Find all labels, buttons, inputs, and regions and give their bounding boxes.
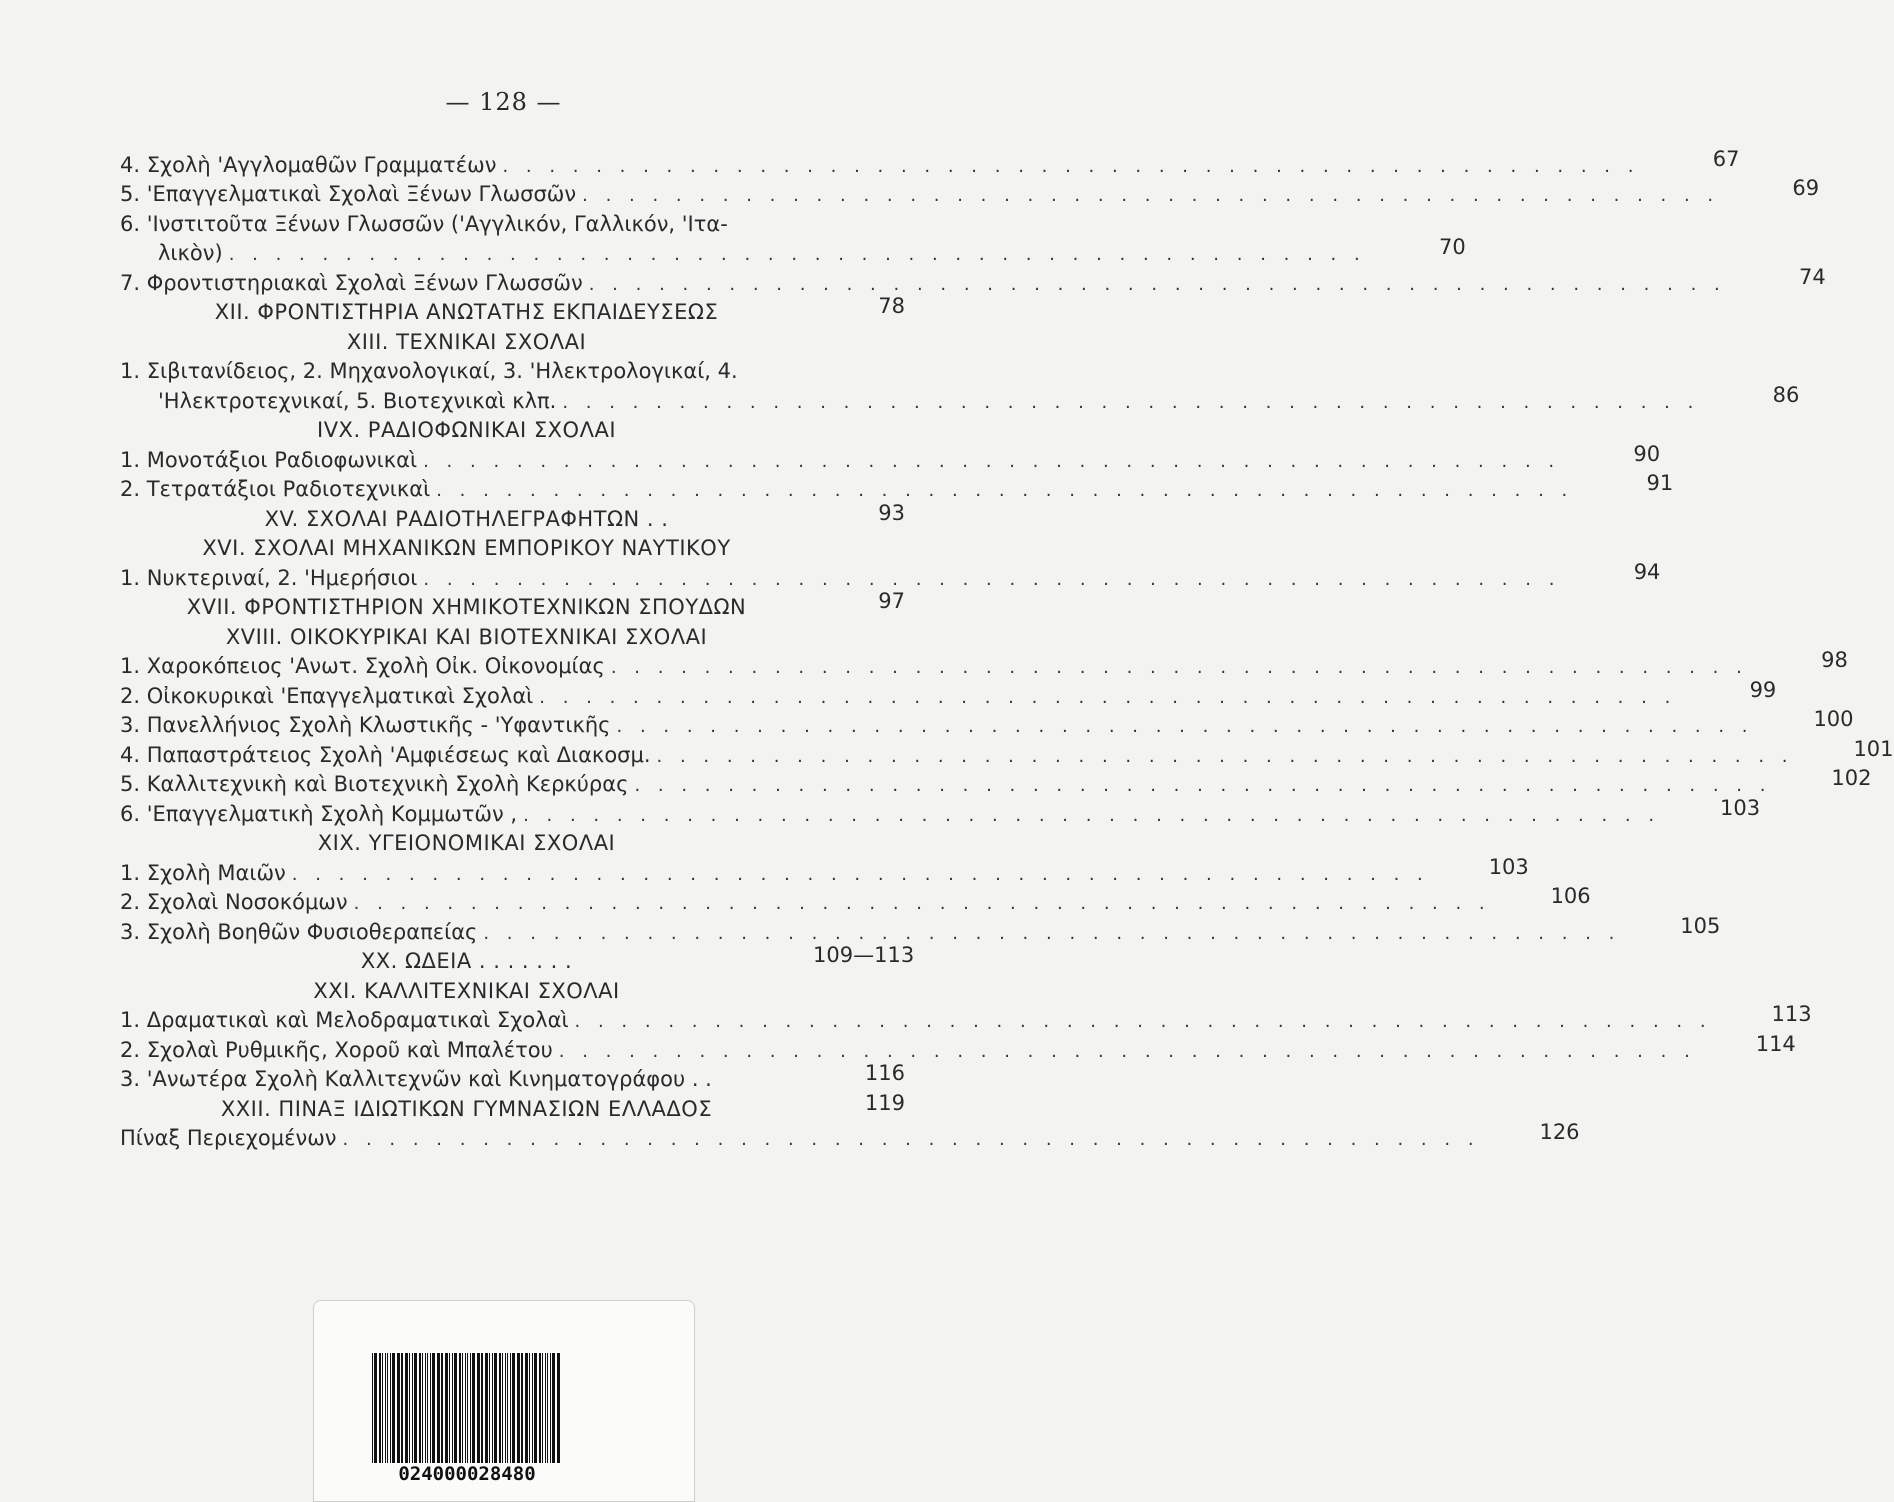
toc-entry-page: 103 <box>1720 795 1761 820</box>
toc-entry-page <box>813 435 905 445</box>
barcode-bar <box>550 1353 551 1463</box>
toc-entry-page: 102 <box>1831 766 1872 790</box>
toc-section-heading <box>120 416 905 446</box>
barcode-bar <box>409 1353 410 1463</box>
barcode-bar <box>510 1353 511 1463</box>
leader-dots <box>605 659 1756 681</box>
barcode-bar <box>502 1353 503 1463</box>
toc-entry-page <box>813 347 905 357</box>
barcode-bar <box>414 1353 417 1463</box>
leader-dots <box>533 689 1684 711</box>
library-barcode-sticker <box>313 1300 695 1502</box>
barcode-bar <box>525 1353 528 1463</box>
toc-section-heading <box>120 622 905 652</box>
toc-entry-title: 7. Φροντιστηριακαὶ Σχολαὶ Ξένων Γλωσσῶν <box>120 270 583 295</box>
toc-entry-title: Πίναξ Περιεχομένων <box>120 1126 337 1150</box>
barcode-bar <box>532 1353 533 1463</box>
toc-entry <box>120 884 1591 918</box>
toc-entry-title: XIII. ΤΕΧΝΙΚΑΙ ΣΧΟΛΑΙ <box>346 329 587 354</box>
toc-entry-title: 2. Τετρατάξιοι Ραδιοτεχνικαὶ <box>120 477 431 501</box>
toc-entry-page: 116 <box>864 1061 905 1085</box>
barcode-bar <box>534 1353 537 1463</box>
barcode-bar <box>387 1353 388 1463</box>
toc-entry-title: 1. Σιβιτανίδειος, 2. Μηχανολογικαί, 3. 'Ηλεκτρολογικαί, 4. <box>120 359 738 383</box>
toc-entry-page: 70 <box>1438 235 1466 259</box>
leader-dots <box>417 453 1568 475</box>
toc-entry <box>120 648 1848 682</box>
barcode-bar <box>437 1353 440 1463</box>
barcode-bar <box>452 1353 453 1463</box>
barcode-bar <box>494 1353 497 1463</box>
barcode-bar <box>465 1353 466 1463</box>
barcode-bar <box>545 1353 546 1463</box>
leader-dots <box>651 748 1802 770</box>
toc-entry-title: 2. Σχολαὶ Ρυθμικῆς, Χοροῦ καὶ Μπαλέτου <box>120 1037 553 1062</box>
leader-dots <box>286 866 1437 888</box>
barcode-bar <box>374 1353 377 1463</box>
toc-entry-title: XX. ΩΔΕΙΑ . . . . . . . <box>360 949 573 973</box>
toc-entry-page: 90 <box>1633 441 1661 466</box>
toc-entry-page <box>813 642 905 652</box>
toc-entry-page <box>813 996 905 1006</box>
toc-entry-page: 109—113 <box>813 943 915 967</box>
toc-entry <box>120 795 1761 829</box>
leader-dots <box>583 276 1734 298</box>
barcode-bar <box>499 1353 501 1463</box>
toc-section-heading <box>120 943 915 977</box>
barcode-bar <box>521 1353 523 1463</box>
toc-entry <box>120 1031 1796 1065</box>
barcode-bar <box>454 1353 457 1463</box>
barcode-bar <box>401 1353 403 1463</box>
toc-entry-page: 106 <box>1550 884 1591 908</box>
toc-entry <box>120 736 1894 770</box>
toc-entry-page: 67 <box>1712 146 1740 171</box>
toc-entry <box>120 766 1872 800</box>
leader-dots <box>348 895 1499 917</box>
toc-entry-page: 101 <box>1853 736 1894 761</box>
toc-entry-title: XIX. ΥΓΕΙΟΝΟΜΙΚΑΙ ΣΧΟΛΑΙ <box>317 831 616 855</box>
toc-section-heading <box>120 829 905 859</box>
toc-entry-page: 100 <box>1813 707 1854 731</box>
barcode-bar <box>462 1353 463 1463</box>
toc-entry-title: 2. Σχολαὶ Νοσοκόμων <box>120 890 348 914</box>
toc-entry-title: XII. ΦΡΟΝΤΙΣΤΗΡΙΑ ΑΝΩΤΑΤΗΣ ΕΚΠΑΙΔΕΥΣΕΩΣ <box>214 300 719 324</box>
toc-entry-page: 119 <box>864 1090 905 1115</box>
barcode-bar <box>557 1353 560 1463</box>
leader-dots <box>556 394 1707 416</box>
barcode-bar <box>412 1353 413 1463</box>
leader-dots <box>553 1043 1704 1065</box>
leader-dots <box>337 1131 1488 1153</box>
toc-section-heading <box>120 1090 905 1124</box>
toc-entry-page: 93 <box>878 500 906 525</box>
barcode-bar <box>492 1353 493 1463</box>
toc-entry-page: 103 <box>1488 854 1529 879</box>
toc-entry-page: 105 <box>1680 913 1721 938</box>
toc-section-heading <box>120 589 906 623</box>
toc-entry <box>120 146 1740 180</box>
barcode-bar <box>552 1353 555 1463</box>
barcode-bar <box>405 1353 408 1463</box>
toc-entry <box>120 1120 1580 1154</box>
leader-dots <box>417 571 1568 593</box>
barcode-bar <box>427 1353 428 1463</box>
toc-entry-title: 1. Χαροκόπειος 'Ανωτ. Σχολὴ Οἰκ. Οἰκονομίας <box>120 654 605 678</box>
leader-dots <box>517 807 1668 829</box>
leader-dots <box>569 1013 1720 1035</box>
toc-entry-page <box>813 376 905 386</box>
barcode-bar <box>422 1353 423 1463</box>
page-number: — 128 — <box>445 88 562 116</box>
leader-dots <box>576 187 1727 209</box>
barcode-bar <box>379 1353 381 1463</box>
toc-entry <box>120 1061 905 1095</box>
toc-entry-title: 3. Σχολὴ Βοηθῶν Φυσιοθεραπείας <box>120 919 478 944</box>
toc-entry-title: 1. Σχολὴ Μαιῶν <box>120 860 286 885</box>
toc-entry-page: 114 <box>1755 1031 1796 1056</box>
toc-entry <box>120 235 1466 269</box>
barcode-bar <box>397 1353 400 1463</box>
toc-entry-title: XV. ΣΧΟΛΑΙ ΡΑΔΙΟΤΗΛΕΓΡΑΦΗΤΩΝ . . <box>264 506 669 531</box>
barcode-bar <box>385 1353 386 1463</box>
toc-entry-title: 5. 'Επαγγελματικαὶ Σχολαὶ Ξένων Γλωσσῶν <box>120 182 577 206</box>
leader-dots <box>477 925 1628 947</box>
toc-entry-title: λικὸν) <box>158 241 223 265</box>
toc-entry-page <box>813 553 905 563</box>
toc-entry <box>120 357 905 387</box>
barcode-graphic <box>372 1353 562 1463</box>
toc-entry-page: 99 <box>1749 677 1777 702</box>
toc-entry-title: 'Ηλεκτροτεχνικαί, 5. Βιοτεχνικαὶ κλπ. <box>158 388 557 413</box>
toc-section-heading <box>120 500 906 534</box>
barcode-bar <box>542 1353 543 1463</box>
toc-entry-page: 98 <box>1821 648 1848 672</box>
toc-entry <box>120 176 1820 210</box>
toc-entry-title: XVI. ΣΧΟΛΑΙ ΜΗΧΑΝΙΚΩΝ ΕΜΠΟΡΙΚΟΥ ΝΑΥΤΙΚΟΥ <box>202 536 731 560</box>
toc-entry-page <box>813 229 905 239</box>
barcode-bar <box>390 1353 391 1463</box>
toc-entry-title: 4. Σχολὴ 'Αγγλομαθῶν Γραμματέων <box>120 152 497 177</box>
toc-entry <box>120 854 1529 888</box>
toc-entry-title: 2. Οἰκοκυρικαὶ 'Επαγγελματικαὶ Σχολαὶ <box>120 683 534 708</box>
barcode-bar <box>382 1353 383 1463</box>
leader-dots <box>430 482 1581 504</box>
toc-entry-page: 86 <box>1772 382 1800 407</box>
toc-entry-page: 74 <box>1799 264 1826 289</box>
toc-entry-page: 78 <box>878 294 906 318</box>
barcode-bar <box>372 1353 373 1463</box>
barcode-bar <box>505 1353 506 1463</box>
table-of-contents <box>120 146 1894 1153</box>
barcode-bar <box>441 1353 443 1463</box>
barcode-bar <box>547 1353 548 1463</box>
barcode-bar <box>507 1353 508 1463</box>
toc-entry <box>120 677 1777 711</box>
toc-entry-title: 5. Καλλιτεχνικὴ καὶ Βιοτεχνικὴ Σχολὴ Κερκύρας <box>120 772 629 796</box>
barcode-bar <box>529 1353 530 1463</box>
toc-entry-title: IVX. ΡΑΔΙΟΦΩΝΙΚΑΙ ΣΧΟΛΑΙ <box>317 418 617 442</box>
toc-entry-title: 1. Νυκτεριναί, 2. 'Ημερήσιοι <box>120 565 418 590</box>
toc-section-heading <box>120 294 906 328</box>
toc-entry-title: XXI. ΚΑΛΛΙΤΕΧΝΙΚΑΙ ΣΧΟΛΑΙ <box>313 978 620 1003</box>
toc-entry <box>120 264 1826 298</box>
barcode-bar <box>470 1353 471 1463</box>
barcode-bar <box>459 1353 461 1463</box>
toc-entry-page: 69 <box>1792 176 1820 200</box>
toc-entry-page: 97 <box>878 589 906 613</box>
barcode-bar <box>392 1353 395 1463</box>
barcode-bar <box>512 1353 515 1463</box>
toc-entry <box>120 441 1661 475</box>
toc-section-heading <box>120 327 905 357</box>
toc-entry <box>120 209 905 239</box>
barcode-bar <box>485 1353 488 1463</box>
toc-entry <box>120 471 1674 505</box>
toc-entry-title: 6. 'Ινστιτοῦτα Ξένων Γλωσσῶν ('Αγγλικόν, Γαλλικόν, 'Ιτα- <box>120 211 728 236</box>
barcode-bar <box>477 1353 480 1463</box>
toc-section-heading <box>120 534 905 564</box>
barcode-bar <box>449 1353 450 1463</box>
barcode-bar <box>467 1353 468 1463</box>
toc-entry <box>120 707 1854 741</box>
toc-entry-page: 113 <box>1771 1002 1812 1026</box>
toc-entry-title: 3. 'Ανωτέρα Σχολὴ Καλλιτεχνῶν καὶ Κινηματογράφου . . <box>120 1067 712 1091</box>
barcode-bar <box>432 1353 435 1463</box>
barcode-bar <box>425 1353 426 1463</box>
toc-entry-page: 126 <box>1539 1120 1580 1144</box>
leader-dots <box>223 246 1374 268</box>
toc-entry-title: XXII. ΠΙΝΑΞ ΙΔΙΩΤΙΚΩΝ ΓΥΜΝΑΣΙΩΝ ΕΛΛΑΔΟΣ <box>220 1096 713 1121</box>
toc-entry-title: 4. Παπαστράτειος Σχολὴ 'Αμφιέσεως καὶ Διακοσμ. <box>120 742 651 767</box>
barcode-bar <box>430 1353 431 1463</box>
toc-entry-title: XVII. ΦΡΟΝΤΙΣΤΗΡΙΟΝ ΧΗΜΙΚΟΤΕΧΝΙΚΩΝ ΣΠΟΥΔΩΝ <box>186 595 747 619</box>
toc-entry-page <box>813 848 905 858</box>
barcode-bar <box>539 1353 541 1463</box>
toc-entry-title: 1. Δραματικαὶ καὶ Μελοδραματικαὶ Σχολαὶ <box>120 1008 569 1032</box>
toc-entry <box>120 382 1800 416</box>
leader-dots <box>611 718 1762 740</box>
barcode-bar <box>489 1353 490 1463</box>
toc-entry-title: 3. Πανελλήνιος Σχολὴ Κλωστικῆς - 'Υφαντικῆς <box>120 713 611 737</box>
toc-section-heading <box>120 976 905 1006</box>
toc-entry <box>120 1002 1812 1036</box>
toc-entry-page: 94 <box>1633 559 1661 584</box>
toc-entry-title: 1. Μονοτάξιοι Ραδιοφωνικαὶ <box>120 447 418 472</box>
barcode-bar <box>481 1353 483 1463</box>
toc-entry-page: 91 <box>1646 471 1674 495</box>
toc-entry <box>120 559 1661 593</box>
toc-entry <box>120 913 1721 947</box>
barcode-bar <box>472 1353 475 1463</box>
leader-dots <box>628 777 1779 799</box>
barcode-number: 024000028480 <box>398 1463 536 1485</box>
leader-dots <box>496 158 1647 180</box>
barcode-bar <box>445 1353 448 1463</box>
toc-entry-title: 6. 'Επαγγελματικὴ Σχολὴ Κομμωτῶν , <box>120 801 518 826</box>
barcode-bar <box>419 1353 421 1463</box>
barcode-bar <box>517 1353 520 1463</box>
toc-entry-title: XVIII. ΟΙΚΟΚΥΡΙΚΑΙ ΚΑΙ ΒΙΟΤΕΧΝΙΚΑΙ ΣΧΟΛΑΙ <box>225 624 708 649</box>
